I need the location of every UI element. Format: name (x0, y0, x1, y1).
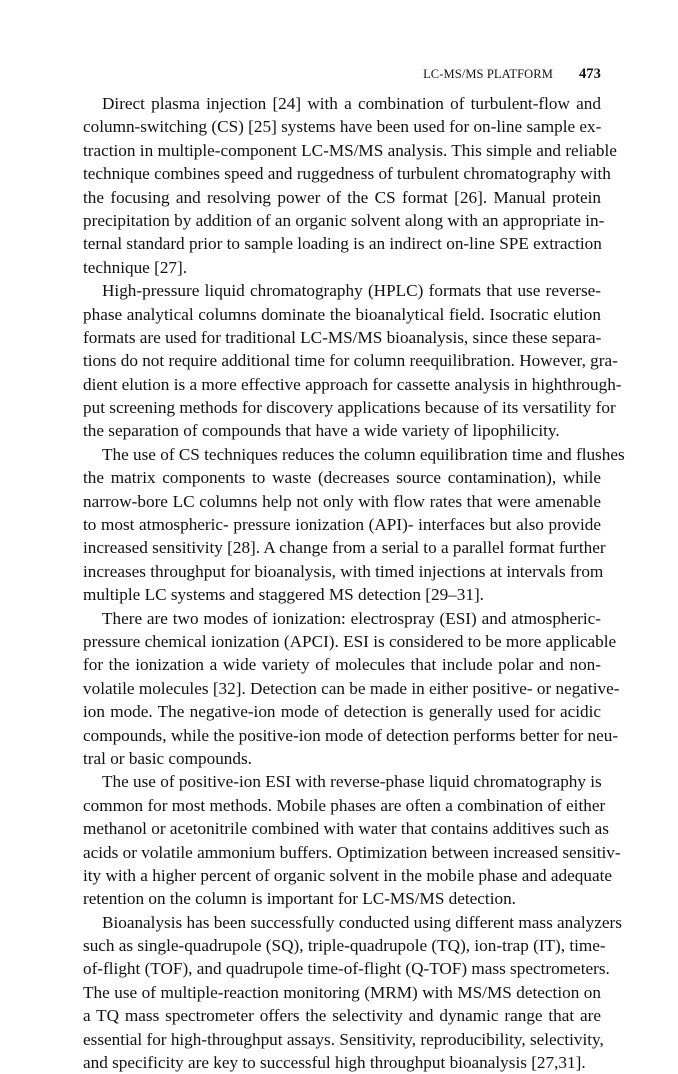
text-line: methanol or acetonitrile combined with water that contains additives such as (83, 819, 609, 839)
text-line: a TQ mass spectrometer offers the selectivity and dynamic range that are (83, 1006, 601, 1026)
text-line: formats are used for traditional LC-MS/MS bioanalysis, since these separa- (83, 327, 602, 347)
text-line: ion mode. The negative-ion mode of detection is generally used for acidic (83, 702, 601, 722)
paragraph (83, 911, 622, 1074)
text-line: ternal standard prior to sample loading is an indirect on-line SPE extraction (83, 234, 602, 254)
text-line: tions do not require additional time for column reequilibration. However, gra- (83, 351, 618, 371)
text-line: The use of positive-ion ESI with reverse-phase liquid chromatography is (102, 772, 602, 792)
text-line: increased sensitivity [28]. A change from a serial to a parallel format further (83, 538, 606, 558)
text-line: The use of multiple-reaction monitoring (MRM) with MS/MS detection on (83, 982, 601, 1002)
text-line: Direct plasma injection [24] with a combination of turbulent-flow and (102, 94, 601, 113)
text-line: common for most methods. Mobile phases are often a combination of either (83, 795, 606, 815)
text-line: technique combines speed and ruggedness of turbulent chromatography with (83, 164, 611, 184)
text-line: narrow-bore LC columns help not only with flow rates that were amenable (83, 491, 601, 511)
text-line: tral or basic compounds. (83, 748, 252, 768)
text-line: ity with a higher percent of organic solvent in the mobile phase and adequate (83, 865, 612, 885)
text-line: for the ionization a wide variety of molecules that include polar and non- (83, 655, 601, 675)
text-line: volatile molecules [32]. Detection can be made in either positive- or negative- (83, 678, 620, 698)
text-line: essential for high-throughput assays. Sensitivity, reproducibility, selectivity, (83, 1029, 604, 1049)
text-line: precipitation by addition of an organic solvent along with an appropriate in- (83, 210, 605, 230)
text-line: compounds, while the positive-ion mode of detection performs better for neu- (83, 725, 619, 745)
text-line: the matrix components to waste (decreases source contamination), while (83, 468, 601, 488)
paragraph (83, 607, 620, 771)
text-line: to most atmospheric- pressure ionization (API)- interfaces but also provide (83, 515, 601, 535)
body-text (83, 92, 625, 1074)
text-line: the focusing and resolving power of the CS format [26]. Manual protein (83, 187, 601, 207)
paragraph (83, 279, 622, 443)
paragraph (83, 92, 617, 279)
text-line: the separation of compounds that have a wide variety of lipophilicity. (83, 421, 560, 441)
paragraph (83, 770, 621, 910)
text-line: phase analytical columns dominate the bioanalytical field. Isocratic elution (83, 304, 601, 324)
text-line: There are two modes of ionization: electrospray (ESI) and atmospheric- (102, 608, 601, 628)
text-line: technique [27]. (83, 257, 188, 277)
text-line: traction in multiple-component LC-MS/MS analysis. This simple and reliable (83, 140, 617, 160)
text-line: such as single-quadrupole (SQ), triple-quadrupole (TQ), ion-trap (IT), time- (83, 936, 606, 956)
paragraph (83, 443, 625, 607)
text-line: multiple LC systems and staggered MS detection [29–31]. (83, 585, 484, 605)
text-line: acids or volatile ammonium buffers. Optimization between increased sensitiv- (83, 842, 621, 862)
text-line: The use of CS techniques reduces the column equilibration time and flushes (102, 444, 625, 464)
text-line: Bioanalysis has been successfully conducted using different mass analyzers (102, 912, 622, 932)
text-line: pressure chemical ionization (APCI). ESI is considered to be more applicable (83, 631, 617, 651)
running-title: LC-MS/MS PLATFORM (423, 67, 553, 81)
text-line: column-switching (CS) [25] systems have been used for on-line sample ex- (83, 117, 602, 137)
text-line: put screening methods for discovery applications because of its versatility for (83, 398, 616, 418)
text-line: retention on the column is important for LC-MS/MS detection. (83, 889, 516, 909)
text-line: of-flight (TOF), and quadrupole time-of-flight (Q-TOF) mass spectrometers. (83, 959, 610, 979)
page-number: 473 (578, 66, 601, 82)
text-line: High-pressure liquid chromatography (HPLC) formats that use reverse- (102, 281, 601, 301)
text-line: dient elution is a more effective approach for cassette analysis in highthrough- (83, 374, 622, 394)
running-head (83, 66, 601, 83)
text-line: increases throughput for bioanalysis, with timed injections at intervals from (83, 561, 604, 581)
text-line: and specificity are key to successful high throughput bioanalysis [27,31]. (83, 1053, 586, 1073)
